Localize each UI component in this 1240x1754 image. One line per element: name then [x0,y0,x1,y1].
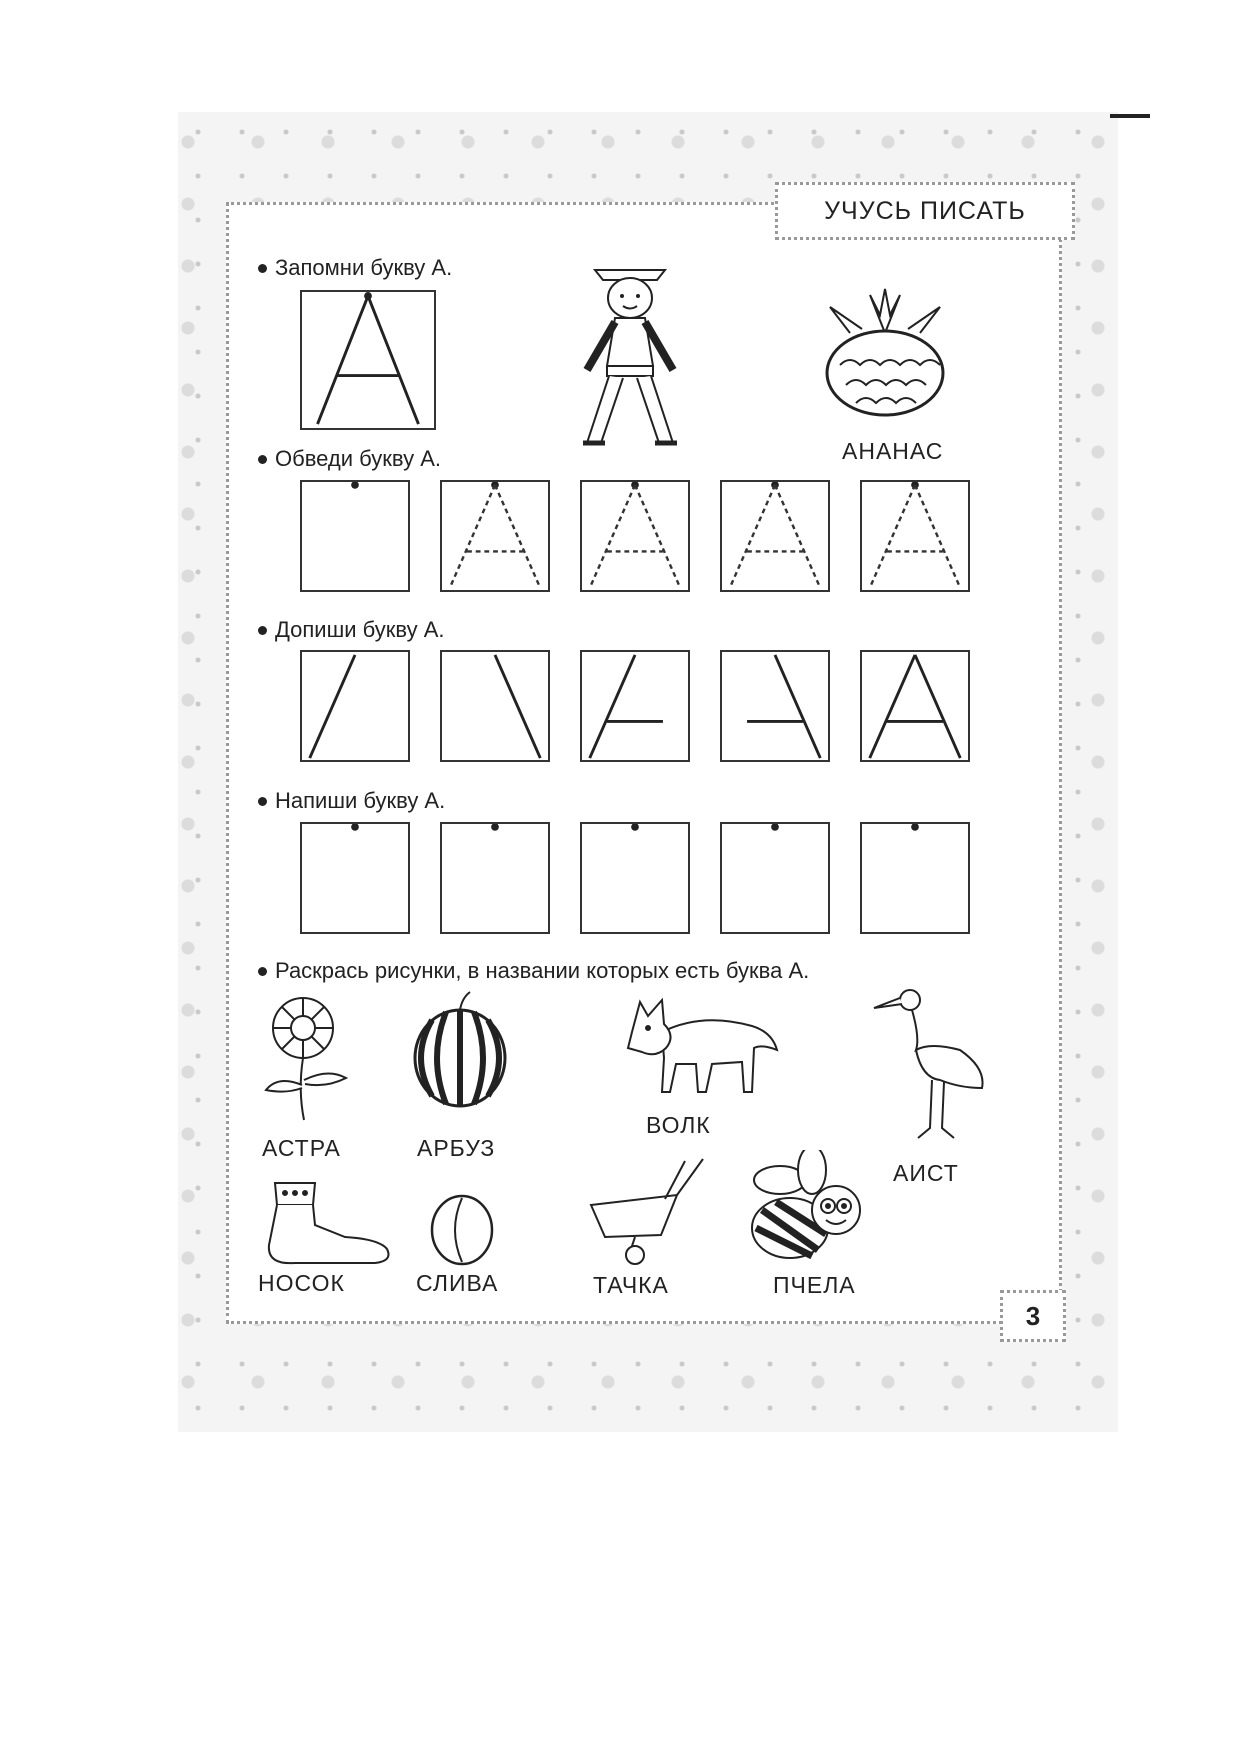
word-aster: АСТРА [262,1135,341,1161]
complete-box-1[interactable] [300,650,410,762]
sock-picture[interactable] [255,1165,395,1270]
wheelbarrow-picture[interactable] [585,1155,715,1270]
bullet-icon [258,626,267,635]
trace-box-4[interactable] [720,480,830,592]
task-trace-label: Обведи букву А. [275,446,441,471]
complete-box-4[interactable] [720,650,830,762]
word-plum: СЛИВА [416,1270,499,1296]
wolf-picture[interactable] [622,992,782,1102]
task-complete [258,617,444,643]
word-stork: АИСТ [893,1160,959,1186]
corner-mark [1110,114,1150,118]
task-color-label: Раскрась рисунки, в названии которых есть буква А. [275,958,810,983]
trace-box-2[interactable] [440,480,550,592]
word-bee: ПЧЕЛА [773,1272,856,1298]
word-pineapple: АНАНАС [842,438,944,464]
task-remember-label: Запомни букву А. [275,255,453,280]
plum-picture[interactable] [428,1186,498,1266]
complete-box-5[interactable] [860,650,970,762]
bee-picture[interactable] [740,1150,870,1270]
boy-letter-a-picture [565,258,695,453]
trace-box-5[interactable] [860,480,970,592]
write-box-1[interactable] [300,822,410,934]
task-trace [258,446,441,472]
stork-picture[interactable] [870,978,990,1148]
letter-a-sample-box [300,290,436,430]
word-wheelbarrow: ТАЧКА [593,1272,669,1298]
word-sock: НОСОК [258,1270,345,1296]
write-box-4[interactable] [720,822,830,934]
bullet-icon [258,797,267,806]
task-color [258,958,809,984]
write-box-5[interactable] [860,822,970,934]
watermelon-picture[interactable] [410,990,510,1110]
task-remember [258,255,452,281]
task-write [258,788,445,814]
trace-box-3[interactable] [580,480,690,592]
write-box-3[interactable] [580,822,690,934]
letter-a-sample [302,292,434,428]
page-title: УЧУСЬ ПИСАТЬ [775,182,1075,240]
task-complete-label: Допиши букву А. [275,617,445,642]
trace-box-1[interactable] [300,480,410,592]
page-number: 3 [1000,1290,1066,1342]
bullet-icon [258,967,267,976]
write-box-2[interactable] [440,822,550,934]
complete-box-3[interactable] [580,650,690,762]
complete-box-2[interactable] [440,650,550,762]
pineapple-picture [820,285,950,425]
word-wolf: ВОЛК [646,1112,711,1138]
bullet-icon [258,455,267,464]
aster-picture[interactable] [258,990,358,1125]
task-write-label: Напиши букву А. [275,788,446,813]
word-watermelon: АРБУЗ [417,1135,496,1161]
bullet-icon [258,264,267,273]
